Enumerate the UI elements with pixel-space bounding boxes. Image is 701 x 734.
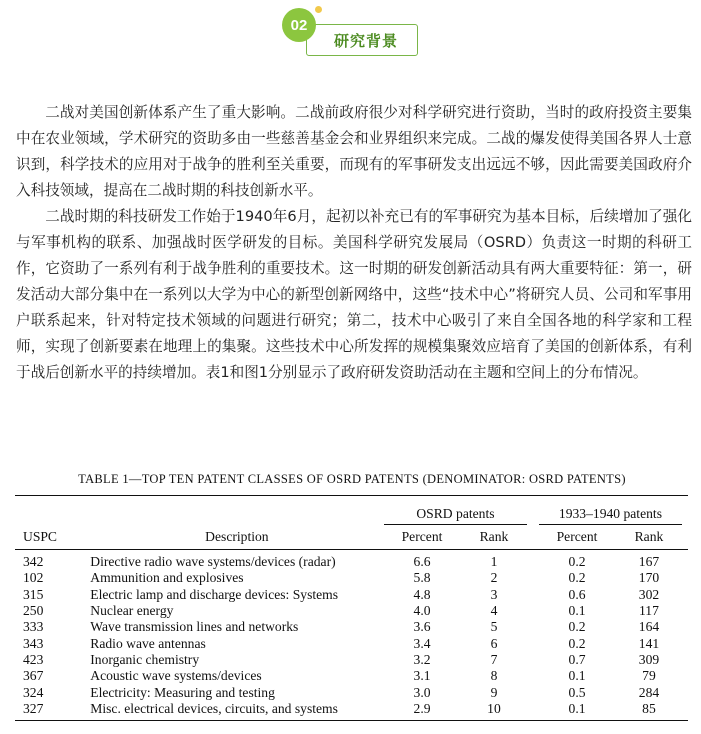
- group-header-osrd: OSRD patents: [384, 502, 528, 525]
- table-row: [15, 684, 688, 700]
- section-number-badge: 02: [282, 8, 316, 42]
- cell-osrd-rank: 5: [490, 619, 498, 635]
- table-row: [15, 652, 688, 668]
- cell-description: Radio wave antennas: [90, 635, 206, 651]
- cell-osrd-percent: 3.2: [413, 651, 431, 667]
- cell-prewar-rank: 79: [642, 668, 656, 684]
- cell-osrd-percent: 3.0: [413, 684, 431, 700]
- column-header-osrd-rank: Rank: [461, 525, 528, 550]
- cell-prewar-percent: 0.1: [568, 603, 586, 619]
- section-title: 研究背景: [333, 31, 398, 50]
- cell-osrd-rank: 4: [490, 603, 498, 619]
- cell-uspc: 327: [15, 701, 90, 721]
- cell-osrd-rank: 3: [490, 586, 498, 602]
- cell-uspc: 333: [23, 619, 44, 635]
- cell-prewar-rank: 170: [638, 570, 660, 586]
- cell-prewar-rank: 117: [639, 603, 659, 619]
- column-header-osrd-percent: Percent: [384, 525, 461, 550]
- table-row: [15, 635, 688, 651]
- cell-description: Ammunition and explosives: [90, 570, 244, 586]
- patent-classes-table: [15, 495, 688, 721]
- decorative-dot: [315, 6, 322, 13]
- cell-osrd-rank: 9: [490, 684, 498, 700]
- cell-osrd-rank: 2: [490, 570, 498, 586]
- cell-description: Electric lamp and discharge devices: Systems: [90, 586, 339, 602]
- cell-prewar-rank: 167: [638, 554, 660, 570]
- cell-prewar-rank: 141: [638, 635, 660, 651]
- paragraph-2: 二战时期的科技研发工作始于1940年6月，起初以补充已有的军事研究为基本目标，后续增加了强化与军事机构的联系、加强战时医学研发的目标。美国科学研究发展局（OSRD）负责这一时期的科研工作，它资助了一系列有利于战争胜利的重要技术。这一时期的研发创新活动具有两大重要特征：第一，研发活动大部分集中在一系列以大学为中心的新型创新网络中，这些“技术中心”将研究人员、公司和军事用户联系起来，针对特定技术领域的问题进行研究；第二，技术中心吸引了来自全国各地的科学家和工程师，实现了创新要素在地理上的集聚。这些技术中心所发挥的规模集聚效应培育了美国的创新体系，有利于战后创新水平的持续增加。表1和图1分别显示了政府研发资助活动在主题和空间上的分布情况。: [16, 208, 692, 381]
- cell-osrd-rank: 6: [490, 635, 498, 651]
- cell-uspc: 315: [23, 586, 44, 602]
- cell-prewar-rank: 309: [638, 651, 660, 667]
- table-row: [15, 603, 688, 619]
- cell-osrd-rank: 7: [490, 651, 498, 667]
- cell-prewar-percent: 0.1: [568, 668, 586, 684]
- cell-uspc: 324: [23, 684, 44, 700]
- cell-prewar-percent: 0.2: [568, 554, 586, 570]
- cell-description: Misc. electrical devices, circuits, and systems: [90, 701, 383, 721]
- cell-prewar-percent: 0.6: [568, 586, 586, 602]
- table-row: [15, 554, 688, 570]
- cell-description: Directive radio wave systems/devices (radar): [90, 554, 336, 570]
- cell-prewar-rank: 284: [638, 684, 660, 700]
- cell-uspc: 343: [23, 635, 44, 651]
- cell-uspc: 102: [23, 570, 44, 586]
- cell-description: Electricity: Measuring and testing: [90, 684, 275, 700]
- cell-osrd-rank: 10: [461, 701, 528, 721]
- group-header-1933-1940: 1933–1940 patents: [539, 502, 683, 525]
- cell-osrd-percent: 2.9: [384, 701, 461, 721]
- article-body: [16, 100, 692, 386]
- column-header-description: Description: [90, 525, 383, 550]
- cell-osrd-percent: 4.0: [413, 603, 431, 619]
- cell-prewar-percent: 0.5: [568, 684, 586, 700]
- cell-osrd-rank: 8: [490, 668, 498, 684]
- patent-table-figure: [12, 468, 692, 730]
- cell-uspc: 250: [23, 603, 44, 619]
- cell-osrd-percent: 4.8: [413, 586, 431, 602]
- cell-osrd-rank: 1: [490, 554, 498, 570]
- cell-osrd-percent: 6.6: [413, 554, 431, 570]
- cell-osrd-percent: 5.8: [413, 570, 431, 586]
- cell-description: Wave transmission lines and networks: [90, 619, 299, 635]
- cell-description: Nuclear energy: [90, 603, 174, 619]
- cell-prewar-rank: 85: [616, 701, 683, 721]
- cell-prewar-percent: 0.2: [568, 635, 586, 651]
- table-caption: TABLE 1—TOP TEN PATENT CLASSES OF OSRD PATENTS (DENOMINATOR: OSRD PATENTS): [78, 472, 626, 486]
- table-row: [15, 619, 688, 635]
- cell-description: Inorganic chemistry: [90, 651, 200, 667]
- paragraph-1: 二战对美国创新体系产生了重大影响。二战前政府很少对科学研究进行资助，当时的政府投资主要集中在农业领域，学术研究的资助多由一些慈善基金会和业界组织来完成。二战的爆发使得美国各界人士意识到，科学技术的应用对于战争的胜利至关重要，而现有的军事研发支出远远不够，因此需要美国政府介入科技领域，提高在二战时期的科技创新水平。: [16, 104, 692, 199]
- table-row: [15, 570, 688, 586]
- column-header-uspc: USPC: [15, 525, 90, 550]
- table-row: [15, 587, 688, 603]
- column-header-prewar-percent: Percent: [539, 525, 616, 550]
- cell-prewar-percent: 0.2: [568, 619, 586, 635]
- table-row: [15, 668, 688, 684]
- cell-osrd-percent: 3.1: [413, 668, 431, 684]
- cell-uspc: 367: [23, 668, 44, 684]
- cell-prewar-percent: 0.1: [539, 701, 616, 721]
- section-title-box: [306, 24, 418, 56]
- cell-osrd-percent: 3.4: [413, 635, 431, 651]
- cell-prewar-rank: 164: [638, 619, 660, 635]
- section-header: [282, 6, 422, 60]
- cell-prewar-percent: 0.7: [568, 651, 586, 667]
- cell-description: Acoustic wave systems/devices: [90, 668, 262, 684]
- table-row: [15, 701, 688, 721]
- cell-prewar-rank: 302: [638, 586, 660, 602]
- cell-osrd-percent: 3.6: [413, 619, 431, 635]
- cell-prewar-percent: 0.2: [568, 570, 586, 586]
- column-header-prewar-rank: Rank: [616, 525, 683, 550]
- cell-uspc: 342: [23, 554, 44, 570]
- cell-uspc: 423: [23, 651, 44, 667]
